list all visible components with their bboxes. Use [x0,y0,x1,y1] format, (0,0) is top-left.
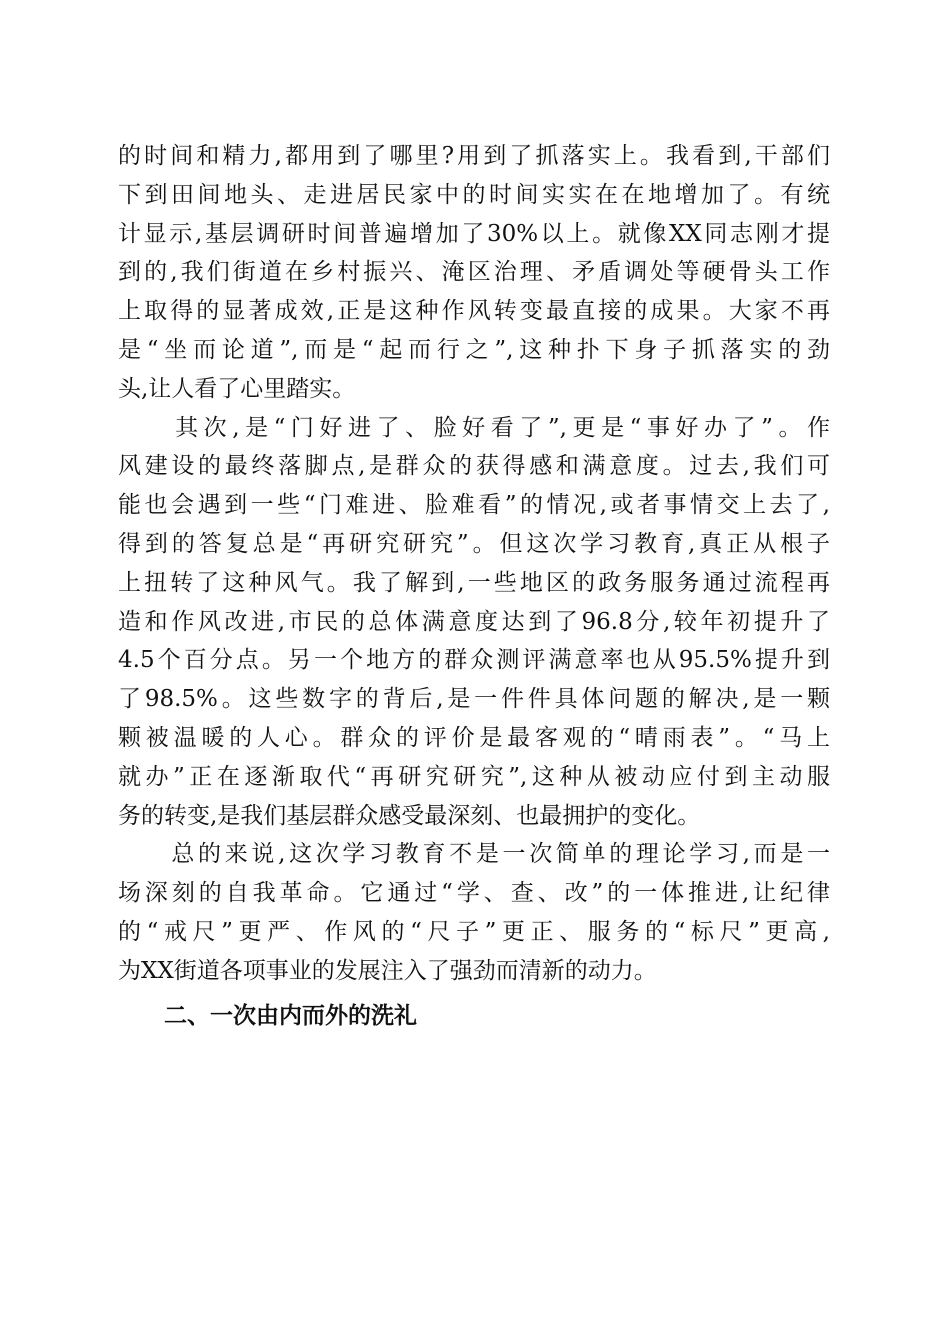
paragraph-3 [118,835,830,990]
text-line: 为XX街道各项事业的发展注入了强劲而清新的动力。 [118,957,657,984]
section-heading: 二、一次由内而外的洗礼 [164,1002,417,1029]
text-line: 下到田间地头、走进居民家中的时间实实在在地增加了。有统 [118,181,830,208]
document-body [118,137,830,1035]
text-line: 总的来说,这次学习教育不是一次简单的理论学习,而是一 [118,841,830,868]
text-line: 上扭转了这种风气。我了解到,一些地区的政务服务通过流程再 [118,569,830,596]
paragraph-2 [118,409,830,836]
text-line: 务的转变,是我们基层群众感受最深刻、也最拥护的变化。 [118,802,701,829]
text-line: 的时间和精力,都用到了哪里?用到了抓落实上。我看到,干部们 [118,143,830,169]
text-line: 颗被温暖的人心。群众的评价是最客观的“晴雨表”。“马上 [118,724,830,751]
text-line: 到的,我们街道在乡村振兴、淹区治理、矛盾调处等硬骨头工作 [118,259,830,286]
text-line: 的“戒尺”更严、作风的“尺子”更正、服务的“标尺”更高, [118,918,830,945]
text-line: 能也会遇到一些“门难进、脸难看”的情况,或者事情交上去了, [118,492,830,519]
text-line: 就办”正在逐渐取代“再研究研究”,这种从被动应付到主动服 [118,763,830,790]
text-line: 4.5个百分点。另一个地方的群众测评满意率也从95.5%提升到 [118,647,830,674]
text-line: 场深刻的自我革命。它通过“学、查、改”的一体推进,让纪律 [118,880,830,907]
text-line: 其次,是“门好进了、脸好看了”,更是“事好办了”。作 [118,414,830,441]
text-line: 了98.5%。这些数字的背后,是一件件具体问题的解决,是一颗 [118,686,830,713]
text-line: 风建设的最终落脚点,是群众的获得感和满意度。过去,我们可 [118,453,830,480]
text-line: 计显示,基层调研时间普遍增加了30%以上。就像XX同志刚才提 [118,220,830,247]
text-line: 头,让人看了心里踏实。 [118,375,356,402]
text-line: 上取得的显著成效,正是这种作风转变最直接的成果。大家不再 [118,298,830,325]
text-line: 得到的答复总是“再研究研究”。但这次学习教育,真正从根子 [118,530,830,557]
paragraph-1 [118,137,830,409]
text-line: 是“坐而论道”,而是“起而行之”,这种扑下身子抓落实的劲 [118,336,830,363]
text-line: 造和作风改进,市民的总体满意度达到了96.8分,较年初提升了 [118,608,830,635]
